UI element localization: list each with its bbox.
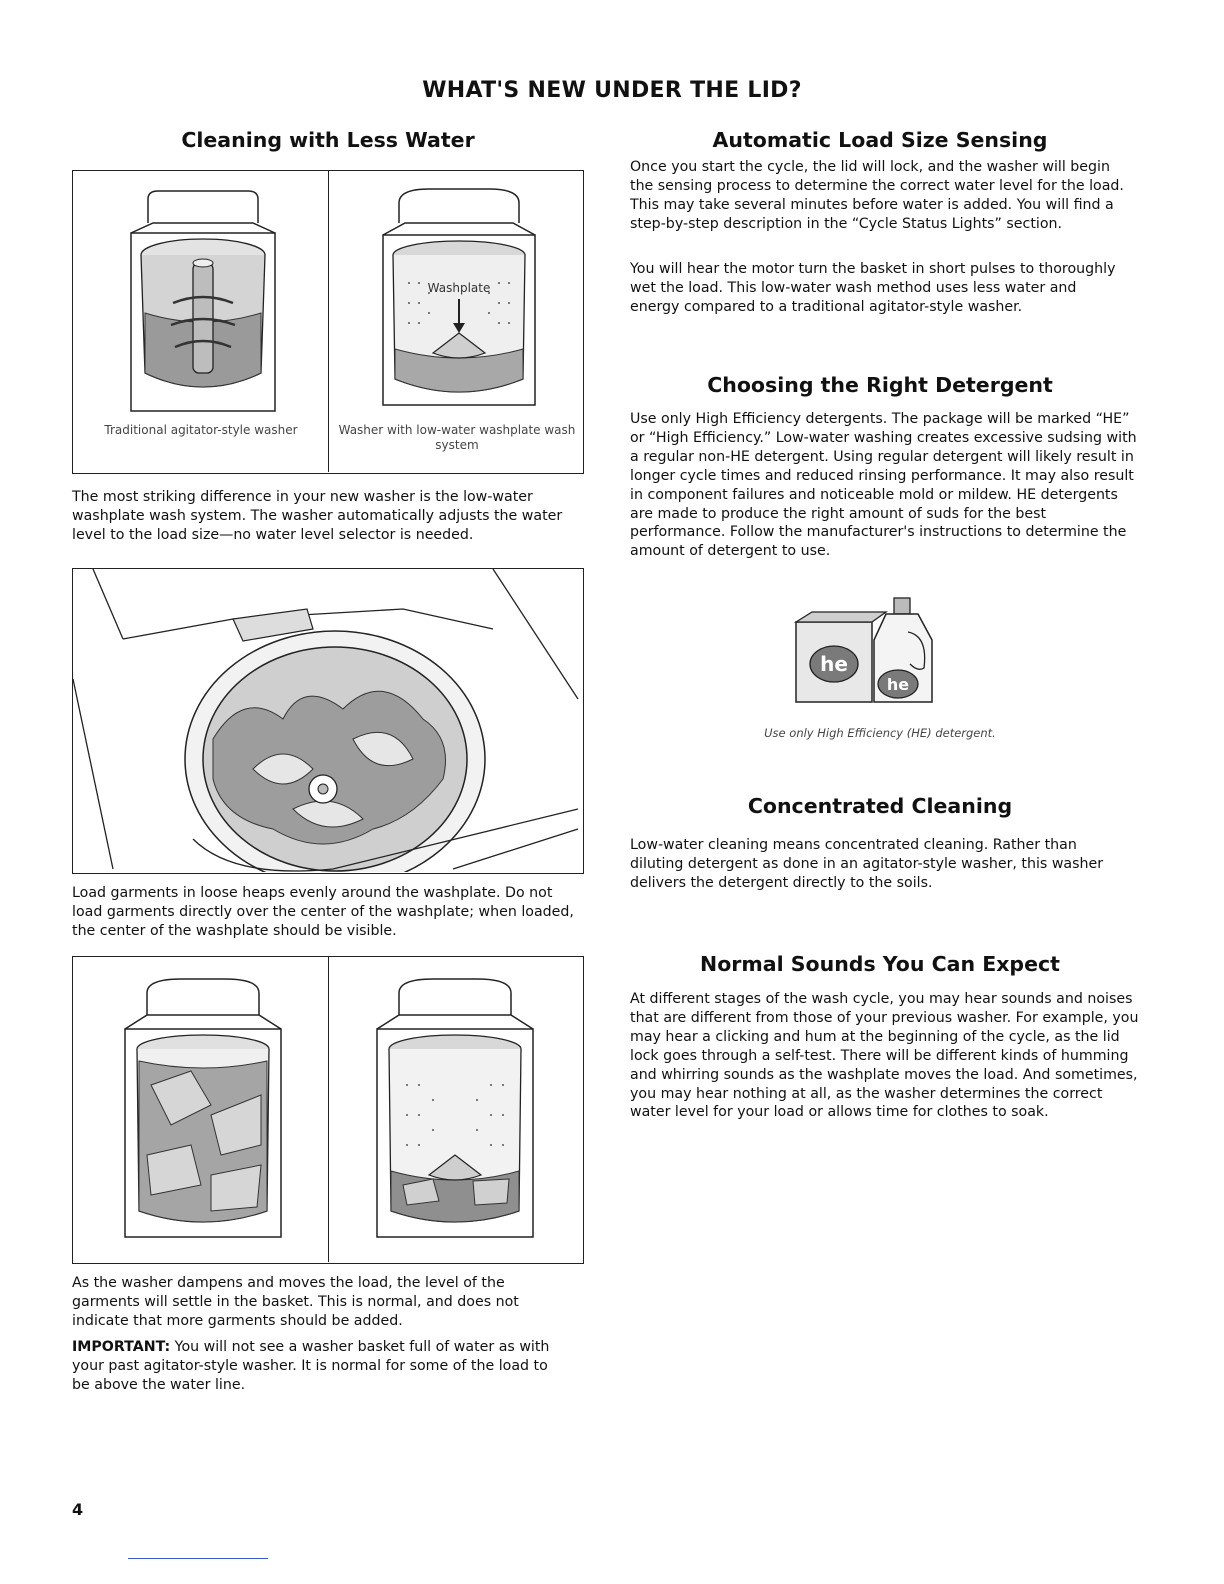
figure-load-settling [72,956,584,1264]
heading-load-size-sensing: Automatic Load Size Sensing [712,128,1048,152]
important-text: You will not see a washer basket full of water as with your past agitator-style washer. It is normal for some of the load to be above the water line. [72,1339,550,1393]
figure-loaded-washplate [72,568,584,874]
loaded-washplate-illustration [73,569,582,872]
page-title: WHAT'S NEW UNDER THE LID? [422,78,802,103]
paragraph-detergent: Use only High Efficiency detergents. The package will be marked “HE” or “High Efficiency.” Low-water washing creates excessive sudsing with a regular non-HE detergent. Using regular detergent will likely result in longer cycle times and reduced rinsing performance. It may also result in component failures and noticeable mold or mildew. HE detergents are made to produce the right amount of suds for the best performance. Follow the manufacturer's instructions to determine the amount of detergent to use. [630,411,1137,560]
heading-right-detergent: Choosing the Right Detergent [707,373,1053,397]
paragraph-concentrated: Low-water cleaning means concentrated cleaning. Rather than diluting detergent as done in an agitator-style washer, this washer delivers the detergent directly to the soils. [630,837,1104,891]
he-logo-box: he [820,652,848,676]
washplate-washer-illustration [369,183,549,419]
figure-divider [328,957,329,1262]
footer-rule [128,1558,268,1559]
paragraph-load-settle: As the washer dampens and moves the load, the level of the garments will settle in the basket. This is normal, and does not indicate that more garments should be added. [72,1275,519,1329]
he-logo-bottle: he [886,675,910,694]
washer-dry-load-illustration [111,975,295,1245]
paragraph-important [72,1338,562,1395]
paragraph-sensing-2: You will hear the motor turn the basket in short pulses to thoroughly wet the load. This low-water wash method uses less water and energy compared to a traditional agitator-style washer. [630,261,1116,315]
heading-normal-sounds: Normal Sounds You Can Expect [700,952,1060,976]
paragraph-striking-difference: The most striking difference in your new washer is the low-water washplate wash system. The washer automatically adjusts the water level to the load size—no water level selector is needed. [72,489,563,543]
washplate-label: Washplate [427,281,491,295]
heading-concentrated-cleaning: Concentrated Cleaning [747,794,1013,818]
figure-divider [328,171,329,472]
he-detergent-illustration [790,592,950,710]
paragraph-load-garments: Load garments in loose heaps evenly around the washplate. Do not load garments directly over the center of the washplate; when loaded, the center of the washplate should be visible. [72,885,574,939]
caption-detergent: Use only High Efficiency (HE) detergent. [764,726,996,740]
agitator-washer-illustration [113,183,293,419]
important-label: IMPORTANT: [72,1339,171,1355]
caption-agitator-washer: Traditional agitator-style washer [104,423,298,437]
figure-washer-comparison [72,170,584,474]
caption-washplate-washer: Washer with low-water washplate wash system [338,423,576,452]
heading-cleaning-less-water: Cleaning with Less Water [181,128,475,152]
washer-settled-load-illustration [363,975,547,1245]
paragraph-normal-sounds: At different stages of the wash cycle, you may hear sounds and noises that are different from those of your previous washer. For example, you may hear a clicking and hum at the beginning of the cycle, as the lid lock goes through a self-test. There will be different kinds of humming and whirring sounds as the washplate moves the load. And sometimes, you may hear nothing at all, as the washer determines the correct water level for your load or allows time for clothes to soak. [630,991,1139,1121]
page-number: 4 [72,1500,84,1519]
paragraph-sensing-1: Once you start the cycle, the lid will lock, and the washer will begin the sensing process to determine the correct water level for the load. This may take several minutes before water is added. You will find a step-by-step description in the “Cycle Status Lights” section. [630,159,1124,232]
